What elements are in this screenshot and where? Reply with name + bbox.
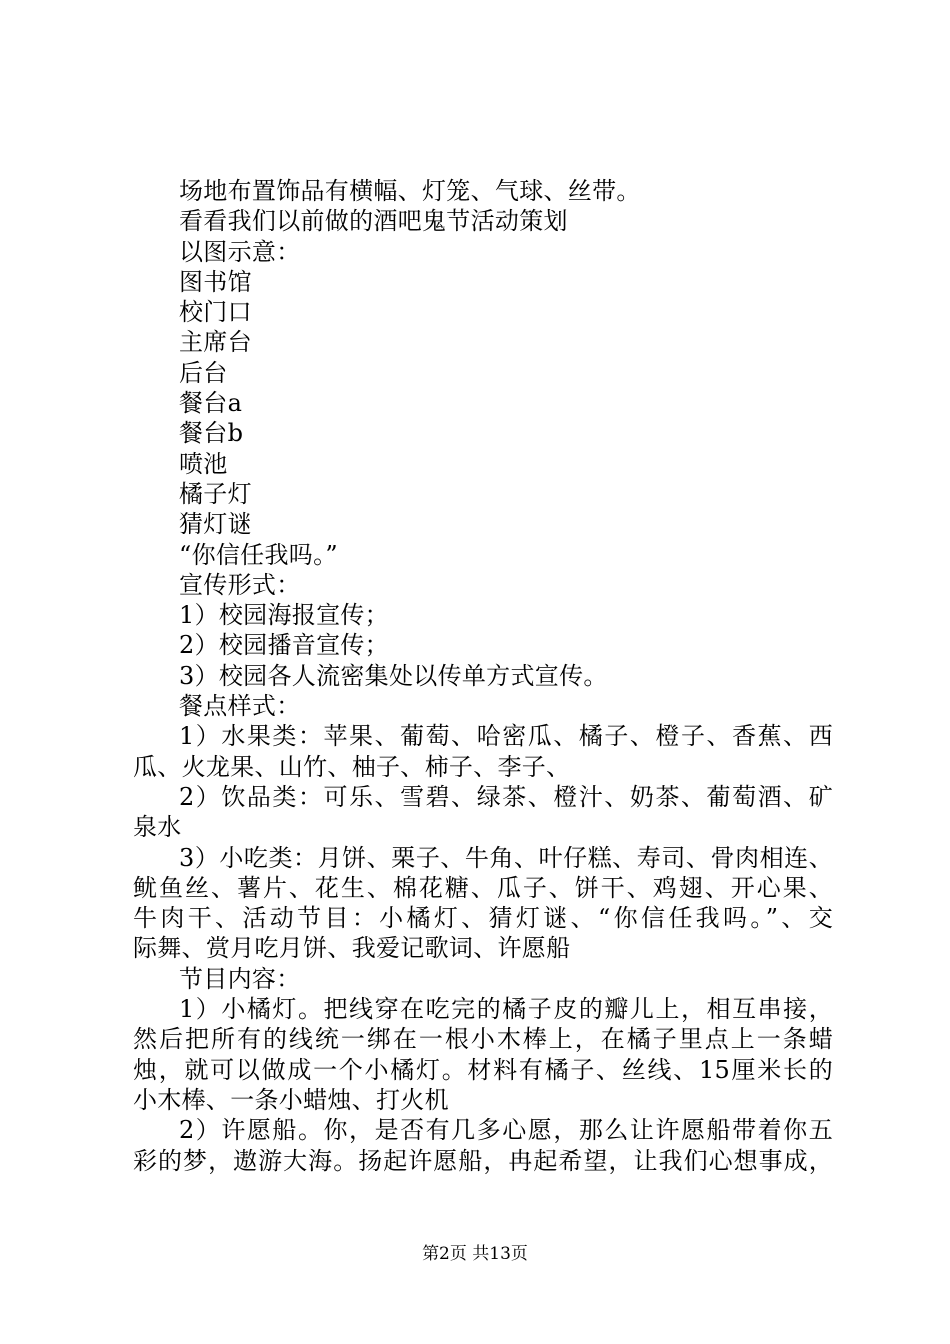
text-line: 鱿鱼丝、薯片、花生、棉花糖、瓜子、饼干、鸡翅、开心果、: [133, 873, 833, 902]
text-line: 图书馆: [179, 267, 252, 296]
text-line: 2）饮品类：可乐、雪碧、绿茶、橙汁、奶茶、葡萄酒、矿: [179, 782, 833, 811]
text-line: 校门口: [179, 298, 252, 327]
text-line: 餐台a: [179, 389, 243, 418]
page-number: 第2页 共13页: [422, 1244, 528, 1264]
text-line: 3）小吃类：月饼、栗子、牛角、叶仔糕、寿司、骨肉相连、: [179, 843, 833, 872]
text-line: 牛肉干、活动节目：小橘灯、猜灯谜、“你信任我吗。”、交: [133, 904, 833, 933]
text-line: 猜灯谜: [179, 510, 252, 539]
text-line: 节目内容：: [179, 964, 301, 993]
text-line: 彩的梦，遨游大海。扬起许愿船，冉起希望，让我们心想事成，: [133, 1146, 833, 1175]
text-line: 后台: [179, 358, 228, 387]
text-line: 场地布置饰品有横幅、灯笼、气球、丝带。: [179, 177, 641, 205]
text-line: “你信任我吗。”: [179, 540, 338, 569]
text-line: 际舞、赏月吃月饼、我爱记歌词、许愿船: [133, 934, 571, 963]
text-line: 2）校园播音宣传；: [179, 631, 389, 660]
text-line: 小木棒、一条小蜡烛、打火机: [133, 1085, 449, 1114]
text-line: 1）水果类：苹果、葡萄、哈密瓜、橘子、橙子、香蕉、西: [179, 722, 833, 751]
text-line: 1）校园海报宣传；: [179, 601, 389, 630]
text-line: 主席台: [179, 328, 252, 357]
text-line: 瓜、火龙果、山竹、柚子、柿子、李子、: [133, 752, 571, 781]
text-line: 宣传形式：: [179, 570, 301, 599]
text-line: 喷池: [179, 449, 228, 478]
text-line: 3）校园各人流密集处以传单方式宣传。: [179, 661, 608, 690]
text-line: 以图示意：: [179, 237, 301, 266]
text-line: 橘子灯: [179, 479, 252, 508]
text-line: 然后把所有的线统一绑在一根小木棒上，在橘子里点上一条蜡: [133, 1025, 833, 1054]
text-line: 看看我们以前做的酒吧鬼节活动策划: [179, 207, 568, 236]
document-body: [133, 176, 833, 1176]
text-line: 餐台b: [179, 419, 244, 448]
text-line: 2）许愿船。你，是否有几多心愿，那么让许愿船带着你五: [179, 1116, 833, 1145]
text-line: 餐点样式：: [179, 692, 301, 721]
text-line: 泉水: [133, 813, 182, 842]
text-line: 1）小橘灯。把线穿在吃完的橘子皮的瓣儿上，相互串接，: [179, 995, 833, 1024]
text-line: 烛，就可以做成一个小橘灯。材料有橘子、丝线、15厘米长的: [133, 1055, 833, 1084]
